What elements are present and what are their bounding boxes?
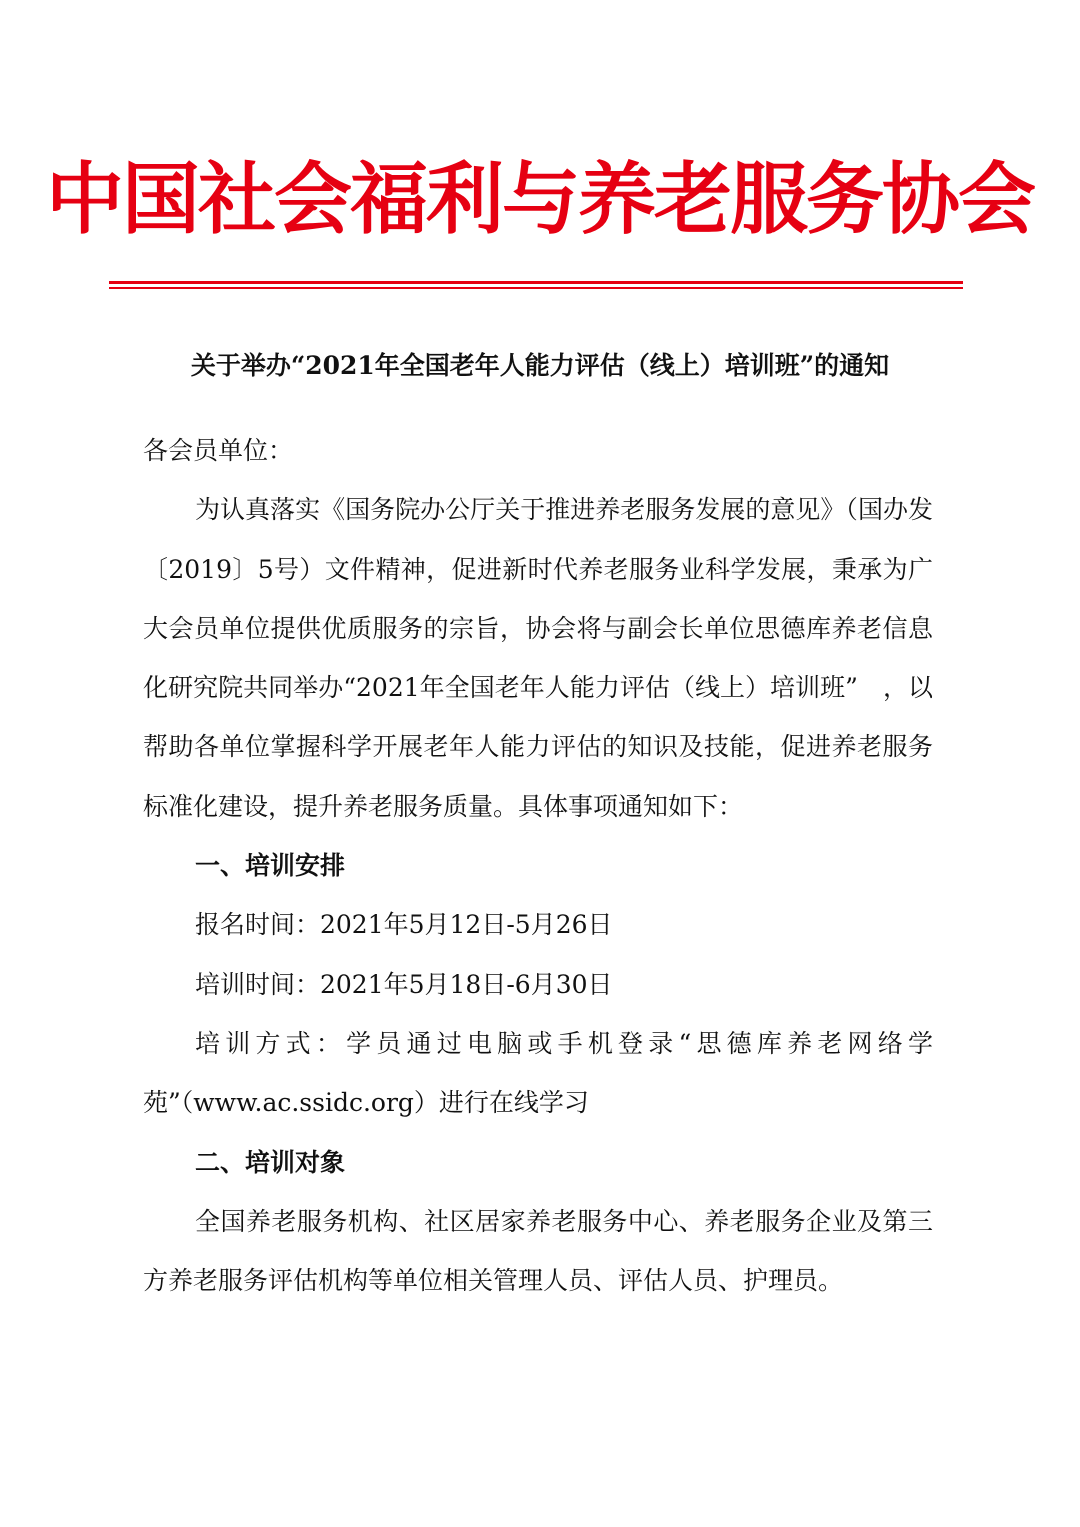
intro-paragraph: 为认真落实《国务院办公厅关于推进养老服务发展的意见》（国办发〔2019〕5号）文件精神，促进新时代养老服务业科学发展，秉承为广大会员单位提供优质服务的宗旨，协会将与副会长单位思德库养老信息化研究院共同举办“2021年全国老年人能力评估（线上）培训班” ，以帮助各单位掌握科学开展老年人能力评估的知识及技能，促进养老服务标准化建设，提升养老服务质量。具体事项通知如下： bbox=[143, 495, 933, 821]
letterhead-rule-thin bbox=[109, 287, 963, 289]
training-method: 培训方式：学员通过电脑或手机登录“思德库养老网络学苑”（www.ac.ssidc.org）进行在线学习 bbox=[143, 1028, 933, 1118]
section-heading-audience: 二、培训对象 bbox=[195, 1147, 346, 1177]
notice-title: 关于举办“2021年全国老年人能力评估（线上）培训班”的通知 bbox=[190, 351, 890, 380]
letterhead-rule-thick bbox=[109, 281, 963, 284]
training-time: 培训时间：2021年5月18日-6月30日 bbox=[195, 969, 613, 999]
notice-body bbox=[143, 421, 933, 1310]
audience-paragraph: 全国养老服务机构、社区居家养老服务中心、养老服务企业及第三方养老服务评估机构等单位相关管理人员、评估人员、护理员。 bbox=[143, 1206, 933, 1296]
salutation: 各会员单位： bbox=[143, 436, 294, 465]
section-heading-arrangement: 一、培训安排 bbox=[195, 851, 346, 881]
letterhead-org-name: 中国社会福利与养老服务协会 bbox=[45, 155, 1034, 245]
registration-time: 报名时间：2021年5月12日-5月26日 bbox=[195, 910, 613, 940]
